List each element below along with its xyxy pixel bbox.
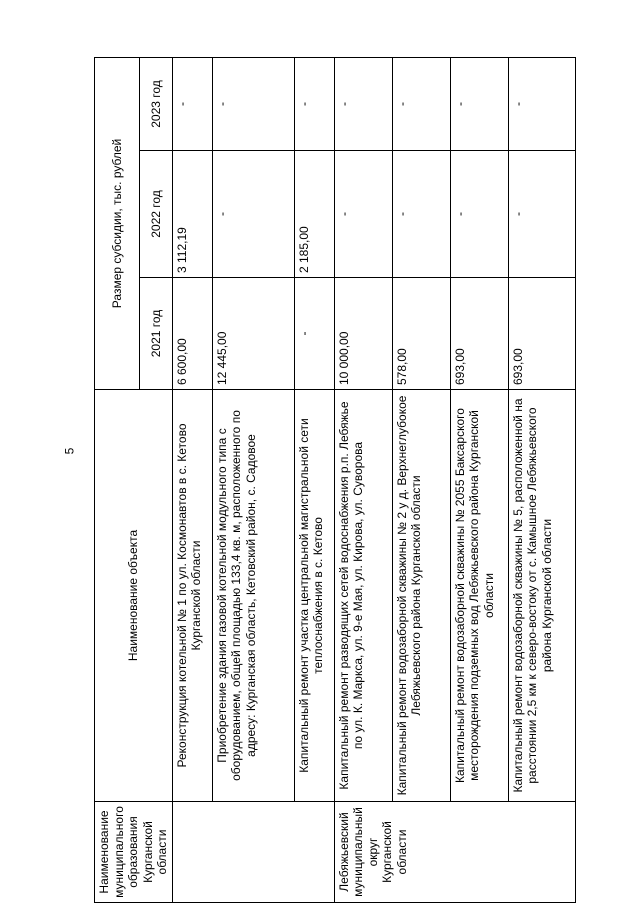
rotated-table-container [94,58,555,903]
subsidy-2022-cell: - [334,151,392,278]
subsidy-2022-cell: 2 185,00 [294,151,334,278]
subsidy-2022-cell: 3 112,19 [172,151,212,278]
subsidy-2021-cell: 693,00 [450,278,508,390]
subsidy-2022-cell: - [450,151,508,278]
header-year-2021: 2021 год [140,278,172,390]
subsidy-2023-cell: - [334,58,392,151]
object-cell: Капитальный ремонт разводящих сетей водоснабжения р.п. Лебяжье по ул. К. Маркса, ул. 9-е Мая, ул. Кирова, ул. Суворова [334,390,392,802]
municipality-cell: Лебяжьевский муниципальный округ Курганской области [334,802,575,903]
header-year-2023: 2023 год [140,58,172,151]
header-municipality: Наименование муниципального образования Курганской области [95,802,173,903]
object-cell: Капитальный ремонт водозаборной скважины № 2 у д. Верхнеглубокое Лебяжьевского района Курганской области [392,390,450,802]
subsidy-table [94,57,576,903]
table-row [450,58,508,903]
subsidy-2021-cell: - [294,278,334,390]
table-row [334,58,392,903]
subsidy-2021-cell: 10 000,00 [334,278,392,390]
object-cell: Капитальный ремонт водозаборной скважины № 5, расположенной на расстоянии 2,5 км к северо-востоку от с. Камышное Лебяжьевского района Курганской области [508,390,575,802]
subsidy-2022-cell: - [212,151,294,278]
subsidy-2023-cell: - [450,58,508,151]
municipality-cell [172,802,334,903]
subsidy-2023-cell: - [172,58,212,151]
table-row [172,58,212,903]
table-row [212,58,294,903]
subsidy-2023-cell: - [294,58,334,151]
subsidy-2021-cell: 693,00 [508,278,575,390]
header-year-2022: 2022 год [140,151,172,278]
object-cell: Капитальный ремонт участка центральной магистральной сети теплоснабжения в с. Кетово [294,390,334,802]
subsidy-2023-cell: - [392,58,450,151]
object-cell: Реконструкция котельной № 1 по ул. Космонавтов в с. Кетово Курганской области [172,390,212,802]
table-canvas [94,58,555,903]
subsidy-2023-cell: - [212,58,294,151]
header-subsidy-group: Размер субсидии, тыс. рублей [95,58,140,390]
subsidy-2023-cell: - [508,58,575,151]
object-cell: Капитальный ремонт водозаборной скважины № 2055 Баксарского месторождения подземных вод Лебяжьевского района Курганской области [450,390,508,802]
subsidy-2021-cell: 12 445,00 [212,278,294,390]
table-row [508,58,575,903]
table-row [392,58,450,903]
object-cell: Приобретение здания газовой котельной модульного типа с оборудованием, общей площадью 133,4 кв. м, расположенного по адресу: Курганская область, Кетовский район, с. Садовое [212,390,294,802]
table-row [294,58,334,903]
subsidy-2022-cell: - [508,151,575,278]
subsidy-2021-cell: 6 600,00 [172,278,212,390]
subsidy-2021-cell: 578,00 [392,278,450,390]
page-number: 5 [62,447,77,455]
header-object: Наименование объекта [95,390,173,802]
subsidy-2022-cell: - [392,151,450,278]
